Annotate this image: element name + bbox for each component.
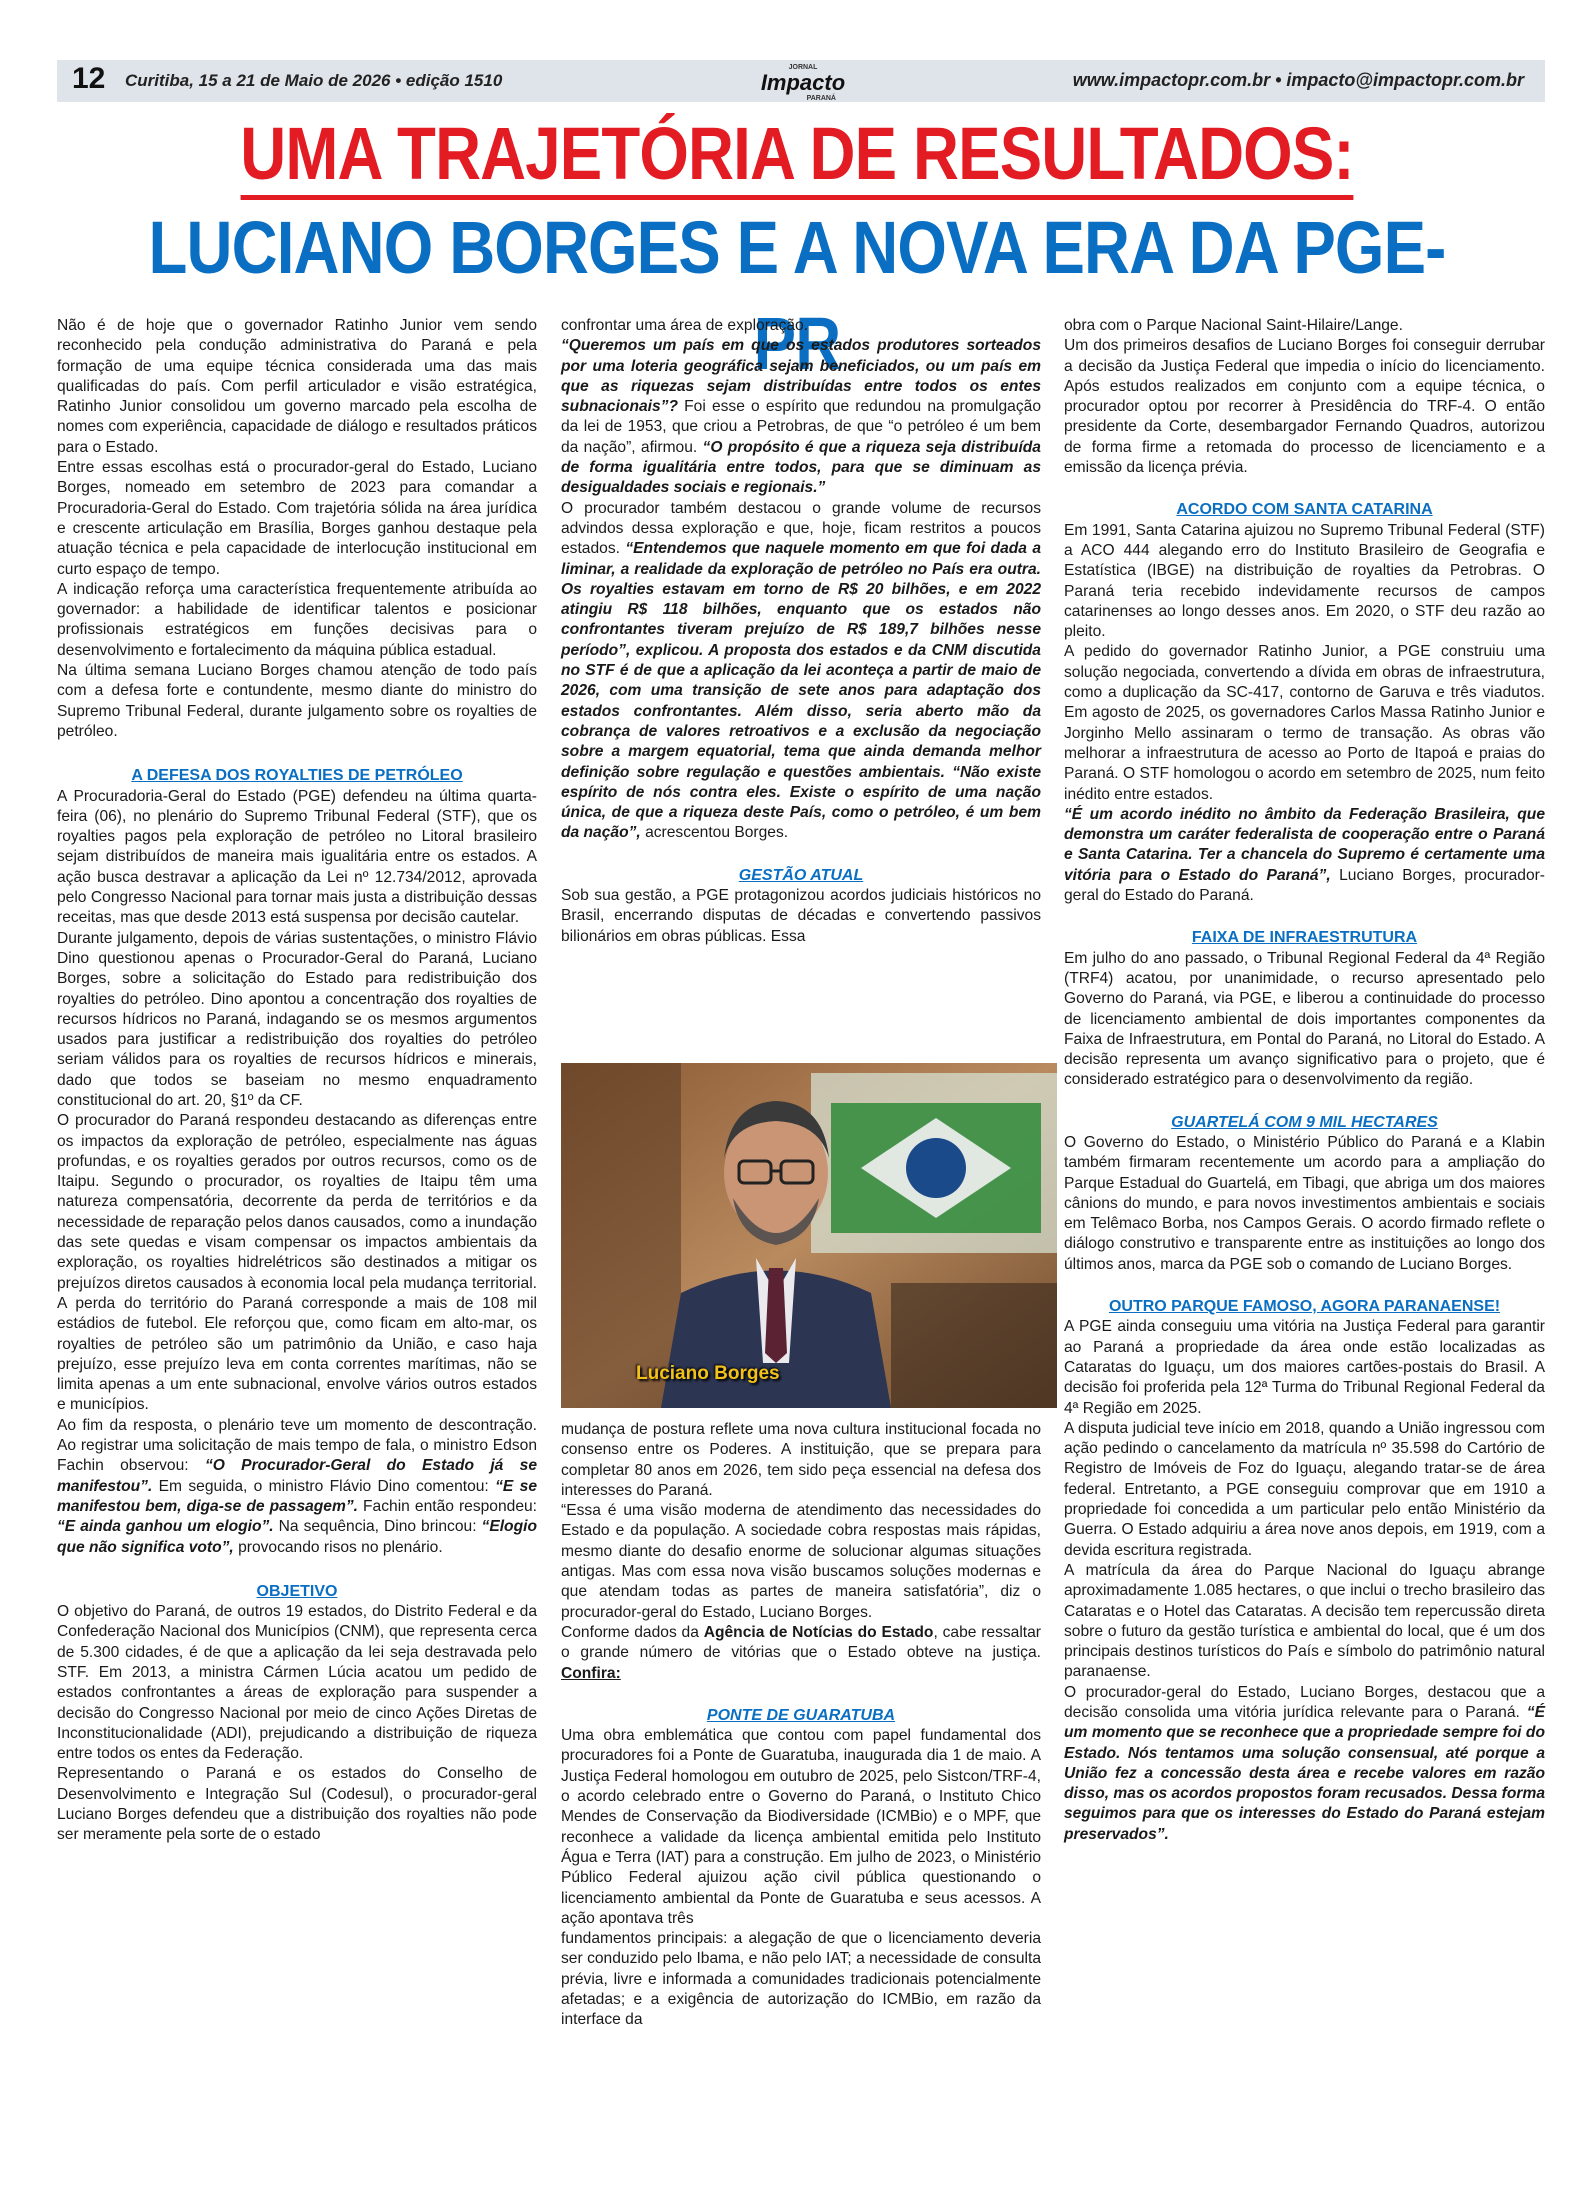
quote: “Elogio que não significa voto”,: [57, 1518, 537, 1556]
text: acrescentou Borges.: [640, 824, 789, 842]
portrait-photo: [561, 1063, 1057, 1408]
paragraph: O procurador do Paraná respondeu destacando as diferenças entre os impactos da exploração de petróleo, especialmente nas águas profundas, e os royalties gerados por outros recursos, como os de Itaipu. Segundo o procurador, os royalties de Itaipu têm uma natureza compensatória, decorrente da perda de territórios e da necessidade de reparação pelos danos causados, como a inundação das sete quedas e visam compensar os impactos ambientais da exploração, os royalties hidrelétricos são destinados a mitigar os prejuízos diretos causados à economia local pela mudança territorial. A perda do território do Paraná corresponde a mais de 108 mil estádios de futebol. Ele reforçou que, como ficam em alto-mar, os royalties de petróleo são um patrimônio da União, e caso haja prejuízo, esse prejuízo leva em conta correntes marítimas, não se limita apenas a um ente subnacional, envolve vários outros estados e municípios.: [57, 1112, 537, 1414]
text: provocando risos no plenário.: [233, 1538, 443, 1556]
quote: “Entendemos que naquele momento em que foi dada a liminar, a realidade da exploração de petróleo no País era outra. Os royalties estavam em torno de R$ 20 bilhões, e em 2022 atingiu R$ 118 bilhões, enquanto que os estados não confrontantes tiveram prejuízo de R$ 189,7 bilhões nesse período”, explicou. A proposta dos estados e da CNM discutida no STF é de que a aplicação da lei aconteça a partir de maio de 2026, com uma transição de sete anos para adaptação dos estados confrontantes. Além disso, seria aberto mão da cobrança de valores retroativos e a exclusão da negociação sobre a margem equatorial, tema que ainda demanda melhor definição sobre regulação e questões ambientais. “Não existe espírito de nós contra eles. Existe o espírito de uma nação única, de que a riqueza deste País, como o petróleo, é um bem da nação”,: [561, 540, 1041, 842]
article-column-3: [1064, 316, 1545, 1845]
quote: “O Procurador-Geral do Estado já se manifestou”.: [57, 1457, 537, 1495]
paragraph: Em julho do ano passado, o Tribunal Regional Federal da 4ª Região (TRF4) acatou, por unanimidade, o recurso apresentado pelo Governo do Paraná, via PGE, e liberou a continuidade do processo de licenciamento ambiental de dois importantes componentes da Faixa de Infraestrutura, em Pontal do Paraná, no Litoral do Estado. A decisão representa um avanço significativo para o projeto, que é considerado estratégico para o desenvolvimento da região.: [1064, 949, 1545, 1089]
text: Luciano Borges, procurador-geral do Estado do Paraná.: [1064, 866, 1545, 905]
paragraph: Representando o Paraná e os estados do Conselho de Desenvolvimento e Integração Sul (Codesul), o procurador-geral Luciano Borges defendeu que a distribuição dos royalties não pode ser meramente pela sorte de o estado: [57, 1765, 537, 1844]
paragraph: Em 1991, Santa Catarina ajuizou no Supremo Tribunal Federal (STF) a ACO 444 alegando erro do Instituto Brasileiro de Geografia e Estatística (IBGE) na distribuição de royalties da Petrobras. O Paraná teria recebido indevidamente recursos de campos catarinenses ao longo desses anos. Em 2020, o STF deu razão ao pleito.: [1064, 521, 1545, 641]
paragraph: Durante julgamento, depois de várias sustentações, o ministro Flávio Dino questionou apenas o Procurador-Geral do Paraná, Luciano Borges, sobre a solicitação do Estado para redistribuição dos royalties do petróleo. Dino apontou a concentração dos royalties de recursos hídricos no Paraná, indagando se os mesmos argumentos usados para justificar a redistribuição dos royalties do petróleo seriam válidos para os royalties de recursos hídricos e minerais, dado que todos se baseiam no mesmo enquadramento constitucional do art. 20, §1º da CF.: [57, 929, 537, 1109]
headline-line-1: [112, 112, 1483, 196]
paragraph: O objetivo do Paraná, de outros 19 estados, do Distrito Federal e da Confederação Nacional dos Municípios (CNM), que representa cerca de 5.300 cidades, é de que a aplicação da lei seja destravada pelo STF. Em 2013, a ministra Cármen Lúcia acatou um pedido de estados confrontantes a áreas de exploração para suspender a decisão do Congresso Nacional por meio de cinco Ações Diretas de Inconstitucionalidade (ADI), prejudicando a distribuição de riqueza entre todos os entes da Federação.: [57, 1603, 537, 1763]
paragraph: [561, 499, 1041, 844]
dateline: Curitiba, 15 a 21 de Maio de 2026 • edição 1510: [125, 71, 503, 90]
section-heading: PONTE DE GUARATUBA: [706, 1706, 896, 1724]
paragraph: “Essa é uma visão moderna de atendimento das necessidades do Estado e da população. A sociedade cobra respostas mais rápidas, mesmo diante do desafio enorme de solucionar algumas situações antigas. Mas com essa nova visão buscamos soluções modernas e que atendam todas as partes de maneira satisfatória”, diz o procurador-geral do Estado, Luciano Borges.: [561, 1502, 1041, 1621]
text: O procurador-geral do Estado, Luciano Borges, destacou que a decisão consolida uma vitória jurídica relevante para o Paraná.: [1064, 1683, 1545, 1721]
section-heading: ACORDO COM SANTA CATARINA: [1176, 501, 1433, 519]
text: Em seguida, o ministro Flávio Dino comentou:: [152, 1477, 496, 1495]
paragraph: A PGE ainda conseguiu uma vitória na Justiça Federal para garantir ao Paraná a propriedade da área onde estão localizadas as Cataratas do Iguaçu, um dos maiores cartões-postais do Brasil. A decisão foi proferida pela 12ª Turma do Tribunal Regional Federal da 4ª Região em 2025.: [1064, 1318, 1545, 1417]
quote: “E ainda ganhou um elogio”.: [57, 1518, 274, 1536]
section-heading: OUTRO PARQUE FAMOSO, AGORA PARANAENSE!: [1108, 1298, 1501, 1316]
paragraph: [1064, 805, 1545, 906]
photo-caption: Luciano Borges: [636, 1363, 780, 1384]
paragraph: Sob sua gestão, a PGE protagonizou acordos judiciais históricos no Brasil, encerrando disputas de décadas e convertendo passivos bilionários em obras públicas. Essa: [561, 887, 1041, 945]
quote: “É um momento que se reconhece que a propriedade sempre foi do Estado. Nós tentamos uma solução consensual, até porque a União fez a concessão desta área e recebe valores em razão disso, mas os acordos propostos foram recusados. Dessa forma seguimos para que os interesses do Estado do Paraná estejam preservados”.: [1064, 1704, 1545, 1843]
text: Ao fim da resposta, o plenário teve um momento de descontração. Ao registrar uma solicitação de mais tempo de fala, o ministro Edson Fachin observou:: [57, 1416, 537, 1475]
quote: “É um acordo inédito no âmbito da Federação Brasileira, que demonstra um caráter federalista de cooperação entre o Paraná e Santa Catarina. Ter a chancela do Supremo é certamente uma vitória para o Estado do Paraná”,: [1064, 805, 1545, 884]
paragraph: fundamentos principais: a alegação de que o licenciamento deveria ser conduzido pelo Ibama, e não pelo IAT; a necessidade de consulta prévia, livre e informada a comunidades tradicionais potencialmente afetadas; e a exigência de autorização do ICMBio, em razão da interface da: [561, 1930, 1041, 2029]
text: Conforme dados da: [561, 1623, 704, 1641]
article-column-1: [57, 316, 537, 1846]
text: Fachin então respondeu:: [357, 1497, 537, 1515]
paragraph: O Governo do Estado, o Ministério Público do Paraná e a Klabin também firmaram recentemente um acordo para a ampliação do Parque Estadual do Guartelá, em Tibagi, que abriga um dos maiores cânions do mundo, e para novos investimentos ambientais e sociais em Telêmaco Borba, nos Campos Gerais. O acordo firmado reflete o diálogo construtivo e transparente entre as instituições ao longo dos últimos anos, marca da PGE sob o comando de Luciano Borges.: [1064, 1133, 1545, 1273]
logo-main: Impacto: [760, 70, 846, 95]
paragraph: [57, 1416, 537, 1558]
section-heading: GESTÃO ATUAL: [738, 866, 864, 884]
paragraph: Na última semana Luciano Borges chamou atenção de todo país com a defesa forte e contundente, mesmo diante do ministro do Supremo Tribunal Federal, durante julgamento sobre os royalties de petróleo.: [57, 662, 537, 740]
headline-line-1-text: UMA TRAJETÓRIA DE RESULTADOS:: [240, 112, 1353, 200]
paragraph: [1064, 1683, 1545, 1845]
quote: “E se manifestou bem, diga-se de passagem”.: [57, 1477, 537, 1515]
paragraph: Uma obra emblemática que contou com papel fundamental dos procuradores foi a Ponte de Guaratuba, inaugurada dia 1 de maio. A Justiça Federal homologou em outubro de 2025, pelo Sistcon/TRF-4, o acordo celebrado entre o Governo do Paraná, o Instituto Chico Mendes de Conservação da Biodiversidade (ICMBio) e o MPF, que reconhece a validade da licença ambiental emitida pelo Instituto Água e Terra (IAT) para a construção. Em julho de 2023, o Ministério Público Federal ajuizou ação civil pública questionando o licenciamento ambiental da Ponte de Guaratuba e seus acessos. A ação apontava três: [561, 1727, 1041, 1927]
logo-sub: PARANÁ: [806, 95, 836, 102]
quote: “Queremos um país em que os estados produtores sorteados por uma loteria geográfica sejam beneficiados, ou um país em que as riquezas sejam distribuídas entre todos os entes subnacionais”?: [561, 337, 1041, 416]
paragraph: A Procuradoria-Geral do Estado (PGE) defendeu na última quarta-feira (06), no plenário do Supremo Tribunal Federal (STF), que os royalties pagos pela exploração de petróleo no Litoral brasileiro sejam distribuídos de maneira mais igualitária entre os estados. A ação busca destravar a aplicação da Lei nº 12.734/2012, aprovada pelo Congresso Nacional para tornar mais justa a distribuição dessas receitas, mas que desde 2013 está suspensa por decisão cautelar.: [57, 787, 537, 927]
paragraph: [561, 336, 1041, 498]
text: Na sequência, Dino brincou:: [273, 1518, 482, 1536]
logo-top: JORNAL: [788, 64, 818, 71]
headline-line-2: LUCIANO BORGES E A NOVA ERA DA PGE-PR: [148, 206, 1446, 385]
paragraph: Não é de hoje que o governador Ratinho Junior vem sendo reconhecido pela condução administrativa do Paraná e pela formação de uma equipe técnica considerada uma das mais qualificadas do país. Com perfil articulador e visão estratégica, Ratinho Junior consolidou um governo marcado pela escolha de nomes com experiência, capacidade de diálogo e resultados práticos para o Estado.: [57, 317, 537, 456]
text: Foi esse o espírito que redundou na promulgação da lei de 1953, que criou a Petrobras, de que “o petróleo é um bem da nação”, afirmou.: [561, 398, 1041, 456]
paragraph: [561, 1623, 1041, 1684]
site-contact: www.impactopr.com.br • impacto@impactopr.com.br: [1072, 70, 1524, 90]
source-name: Agência de Notícias do Estado: [703, 1623, 934, 1641]
paragraph: A pedido do governador Ratinho Junior, a PGE construiu uma solução negociada, convertendo a dívida em obras de infraestrutura, como a duplicação da SC-417, contorno de Garuva e três viadutos. Em agosto de 2025, os governadores Carlos Massa Ratinho Junior e Jorginho Mello assinaram o termo de transação. As obras vão melhorar a infraestrutura de acesso ao Porto de Itapoá e praias do Paraná. O STF homologou o acordo em setembro de 2025, num feito inédito entre estados.: [1064, 643, 1545, 803]
paragraph: obra com o Parque Nacional Saint-Hilaire/Lange.: [1064, 317, 1403, 334]
article-column-2: [561, 316, 1041, 947]
paragraph: A disputa judicial teve início em 2018, quando a União ingressou com ação pedindo o cancelamento da matrícula nº 35.598 do Cartório de Registro de Imóveis de Foz do Iguaçu, alegando tratar-se de área federal. Entretanto, a PGE conseguiu comprovar que em 1910 a propriedade foi concedida a um particular pelo então Ministério da Guerra. O Estado adquiriu a área nove anos depois, em 1919, com a devida escritura registrada.: [1064, 1419, 1545, 1559]
portrait-illustration: [561, 1063, 1057, 1408]
paragraph: A indicação reforça uma característica frequentemente atribuída ao governador: a habilidade de identificar talentos e posicionar profissionais estratégicos em funções decisivas para o desenvolvimento e fortalecimento da máquina pública estadual.: [57, 580, 537, 659]
paragraph: Um dos primeiros desafios de Luciano Borges foi conseguir derrubar a decisão da Justiça Federal que impedia o início do licenciamento. Após estudos realizados em conjunto com a equipe técnica, o procurador optou por recorrer à Presidência do TRF-4. O então presidente da Corte, desembargador Fernando Quadros, autorizou de forma firme a retomada do processo de licenciamento e a emissão da licença prévia.: [1064, 337, 1545, 477]
section-heading: A DEFESA DOS ROYALTIES DE PETRÓLEO: [131, 767, 463, 785]
article-column-2-continued: [561, 1420, 1041, 2031]
section-heading: GUARTELÁ COM 9 MIL HECTARES: [1171, 1113, 1438, 1131]
paragraph: A matrícula da área do Parque Nacional do Iguaçu abrange aproximadamente 1.085 hectares, o que inclui o trecho brasileiro das Cataratas e o Hotel das Cataratas. A decisão tem repercussão direta sobre o futuro da gestão turística e ambiental do local, que é um dos principais destinos turísticos do País e símbolo do patrimônio natural paranaense.: [1064, 1561, 1545, 1681]
section-heading: FAIXA DE INFRAESTRUTURA: [1191, 929, 1418, 947]
text: , cabe ressaltar o grande número de vitórias que o Estado obteve na justiça.: [561, 1623, 1042, 1662]
quote: “O propósito é que a riqueza seja distribuída de forma igualitária entre todos, para que se diminuam as desigualdades sociais e regionais.”: [561, 438, 1041, 497]
callout: Confira:: [561, 1664, 621, 1682]
paragraph: Entre essas escolhas está o procurador-geral do Estado, Luciano Borges, nomeado em setembro de 2023 para comandar a Procuradoria-Geral do Estado. Com trajetória sólida na área jurídica e crescente articulação em Brasília, Borges ganhou destaque pela atuação técnica e pela capacidade de interlocução institucional em curto espaço de tempo.: [57, 459, 537, 578]
text: O procurador também destacou o grande volume de recursos advindos dessa exploração e que, hoje, ficam restritos a poucos estados.: [561, 499, 1041, 558]
paragraph: confrontar uma área de exploração.: [561, 317, 809, 334]
newspaper-logo: [748, 64, 858, 102]
page-number: 12: [72, 62, 106, 95]
section-heading: OBJETIVO: [256, 1582, 338, 1600]
paragraph: mudança de postura reflete uma nova cultura institucional focada no consenso entre os Poderes. A instituição, que se prepara para completar 80 anos em 2026, tem sido peça essencial na defesa dos interesses do Paraná.: [561, 1421, 1041, 1499]
